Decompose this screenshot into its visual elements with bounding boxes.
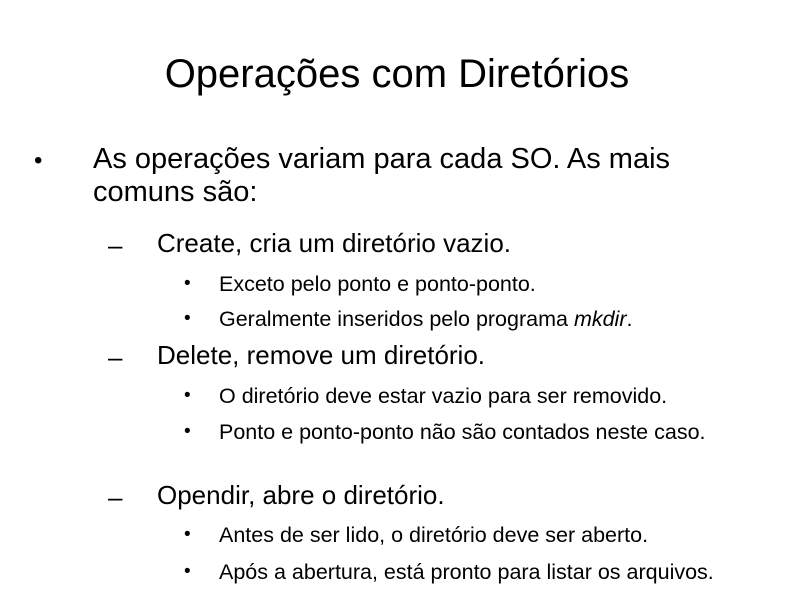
slide-title: Operações com Diretórios [164, 52, 630, 96]
detail-item [219, 306, 759, 332]
detail-text: . [626, 307, 633, 331]
detail-item: Ponto e ponto-ponto não são contados neste caso. [219, 420, 706, 444]
detail-item: Após a abertura, está pronto para listar os arquivos. [219, 560, 714, 584]
detail-item: O diretório deve estar vazio para ser removido. [219, 384, 668, 408]
dash-icon: – [108, 342, 123, 372]
bullet-icon: • [184, 421, 191, 442]
bullet-icon: • [184, 273, 191, 294]
detail-text: Geralmente inseridos pelo programa [219, 307, 574, 331]
detail-item: Antes de ser lido, o diretório deve ser aberto. [219, 523, 649, 547]
operation-delete: Delete, remove um diretório. [157, 340, 486, 370]
operation-create: Create, cria um diretório vazio. [157, 228, 512, 258]
detail-item: Exceto pelo ponto e ponto-ponto. [219, 272, 536, 296]
command-name: mkdir [573, 307, 627, 331]
main-point: As operações variam para cada SO. As mais comuns são: [93, 143, 671, 208]
bullet-icon: • [184, 308, 191, 329]
bullet-icon: • [184, 524, 191, 545]
bullet-icon: • [184, 561, 191, 582]
dash-icon: – [108, 482, 123, 512]
bullet-icon: • [34, 147, 43, 174]
operation-opendir: Opendir, abre o diretório. [157, 480, 445, 510]
bullet-icon: • [184, 385, 191, 406]
dash-icon: – [108, 230, 123, 260]
